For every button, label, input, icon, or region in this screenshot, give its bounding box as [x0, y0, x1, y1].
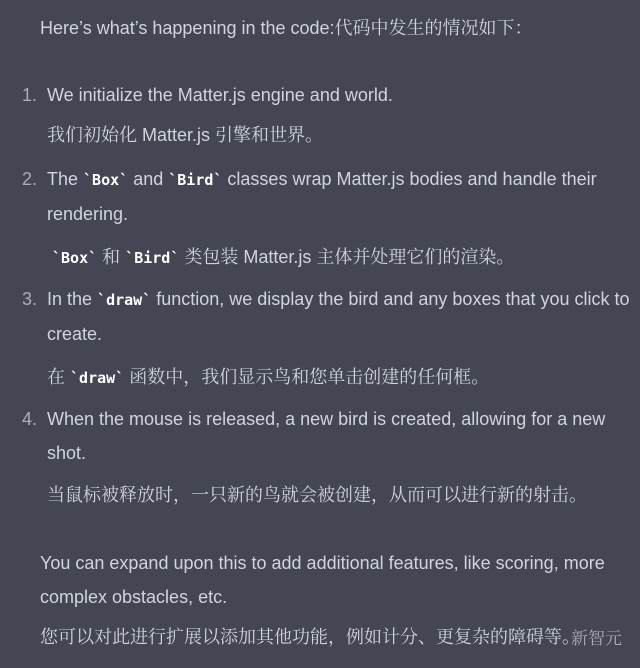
inline-code: `Bird` — [168, 171, 223, 189]
chinese-translation — [47, 362, 632, 393]
english-text: We initialize the Matter.js engine and world. — [47, 85, 393, 105]
inline-code: `draw` — [97, 291, 152, 309]
inline-code: `Box` — [83, 171, 129, 189]
english-text: When the mouse is released, a new bird is created, allowing for a new shot. — [47, 409, 606, 463]
chinese-translation: 当鼠标被释放时，一只新的鸟就会被创建，从而可以进行新的射击。 — [47, 485, 587, 505]
list-number: 3. — [22, 289, 38, 309]
inline-code: `Bird` — [125, 249, 180, 267]
text-segment: In the — [47, 289, 98, 309]
text-segment: classes wrap Matter.js bodies and handle their rendering. — [47, 169, 597, 224]
text-segment: and — [128, 169, 169, 189]
text-segment: 函数中，我们显示鸟和您单击创建的任何框。 — [124, 367, 490, 387]
inline-code: `draw` — [70, 369, 125, 387]
closing-text: You can expand upon this to add additional features, like scoring, more complex obstacles, etc. — [40, 553, 605, 607]
english-text — [47, 282, 632, 351]
closing-translation: 您可以对此进行扩展以添加其他功能，例如计分、更复杂的障碍等。 — [40, 627, 580, 647]
list-number: 1. — [22, 85, 38, 105]
list-number: 2. — [22, 169, 38, 189]
intro-text: Here’s what’s happening in the code:代码中发生的情况如下： — [40, 18, 533, 38]
text-segment: 类包装 Matter.js 主体并处理它们的渲染。 — [179, 247, 515, 267]
watermark-logo: 新智元 — [571, 629, 622, 648]
inline-code: `Box` — [52, 249, 98, 267]
chinese-translation — [52, 242, 637, 273]
list-number: 4. — [22, 409, 38, 429]
chinese-translation: 我们初始化 Matter.js 引擎和世界。 — [47, 125, 324, 145]
text-segment: function, we display the bird and any boxes that you click to create. — [47, 289, 630, 344]
text-segment: 和 — [97, 247, 126, 267]
text-segment: 在 — [47, 367, 71, 387]
english-text — [47, 162, 632, 231]
text-segment: The — [47, 169, 84, 189]
